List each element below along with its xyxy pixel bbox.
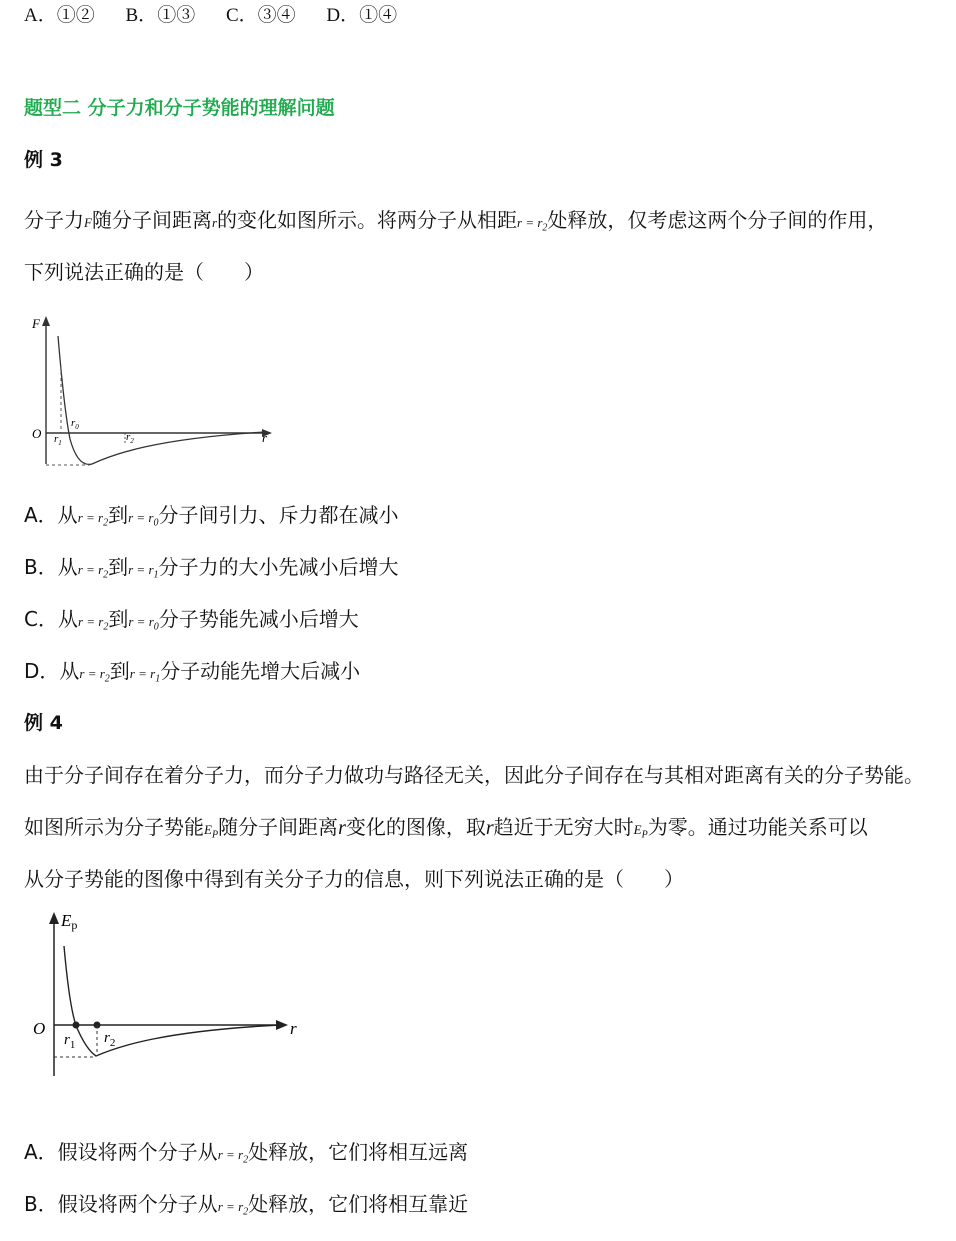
example-4-label: 例 4 bbox=[24, 712, 63, 734]
example-3-option-a: A．从$r = r_2$到$r = r_0$分子间引力、斥力都在减小 bbox=[24, 503, 399, 529]
r1-label: $r_1$ bbox=[54, 433, 62, 447]
r2-label: $r_2$ bbox=[126, 431, 134, 445]
example-3-question-line-1: 分子力F随分子间距离r的变化如图所示。将两分子从相距$r = r_2$处释放，仅考虑这两个分子间的作用， bbox=[24, 208, 888, 234]
section-title: 题型二 分子力和分子势能的理解问题 bbox=[24, 97, 335, 119]
force-distance-graph bbox=[24, 314, 284, 474]
example-4-paragraph-line-2: 如图所示为分子势能$E_P$随分子间距离r变化的图像，取r趋近于无穷大时$E_P$为零。通过功能关系可以 bbox=[24, 815, 868, 841]
example-4-paragraph-line-3: 从分子势能的图像中得到有关分子力的信息，则下列说法正确的是（ ） bbox=[24, 867, 684, 891]
example-3-option-d: D．从$r = r_2$到$r = r_1$分子动能先增大后减小 bbox=[24, 659, 361, 685]
top-options-row bbox=[24, 2, 397, 30]
example-4-option-b: B．假设将两个分子从$r = r_2$处释放，它们将相互靠近 bbox=[24, 1192, 469, 1218]
example-3-option-c: C．从$r = r_2$到$r = r_0$分子势能先减小后增大 bbox=[24, 607, 359, 633]
r-axis-label: r bbox=[262, 430, 268, 445]
example-4-paragraph-line-1: 由于分子间存在着分子力，而分子力做功与路径无关，因此分子间存在与其相对距离有关的分子势能。 bbox=[24, 763, 924, 787]
r-axis-label: r bbox=[290, 1019, 297, 1038]
example-3-question-line-2: 下列说法正确的是（ ） bbox=[24, 260, 264, 284]
top-option-a: A．①② bbox=[24, 5, 95, 26]
potential-curve bbox=[64, 946, 280, 1056]
example-3-label: 例 3 bbox=[24, 149, 63, 171]
example-3-option-b: B．从$r = r_2$到$r = r_1$分子力的大小先减小后增大 bbox=[24, 555, 399, 581]
top-option-d: D．①④ bbox=[326, 5, 398, 26]
f-axis-arrow bbox=[42, 316, 50, 326]
f-axis-label: F bbox=[32, 316, 40, 331]
potential-energy-graph bbox=[24, 906, 314, 1081]
ep-axis-label: Ep bbox=[61, 911, 78, 932]
r2-label: $r_2$ bbox=[104, 1030, 116, 1049]
origin-label: O bbox=[33, 1019, 46, 1038]
r1-point bbox=[73, 1022, 80, 1029]
top-option-c: C．③④ bbox=[225, 5, 296, 26]
origin-label: O bbox=[32, 426, 42, 441]
force-curve bbox=[58, 336, 264, 464]
top-option-b: B．①③ bbox=[125, 5, 196, 26]
r0-label: $r_0$ bbox=[71, 417, 79, 431]
r1-label: $r_1$ bbox=[64, 1032, 76, 1051]
ep-axis-arrow bbox=[49, 912, 59, 924]
example-4-option-a: A．假设将两个分子从$r = r_2$处释放，它们将相互远离 bbox=[24, 1140, 469, 1166]
